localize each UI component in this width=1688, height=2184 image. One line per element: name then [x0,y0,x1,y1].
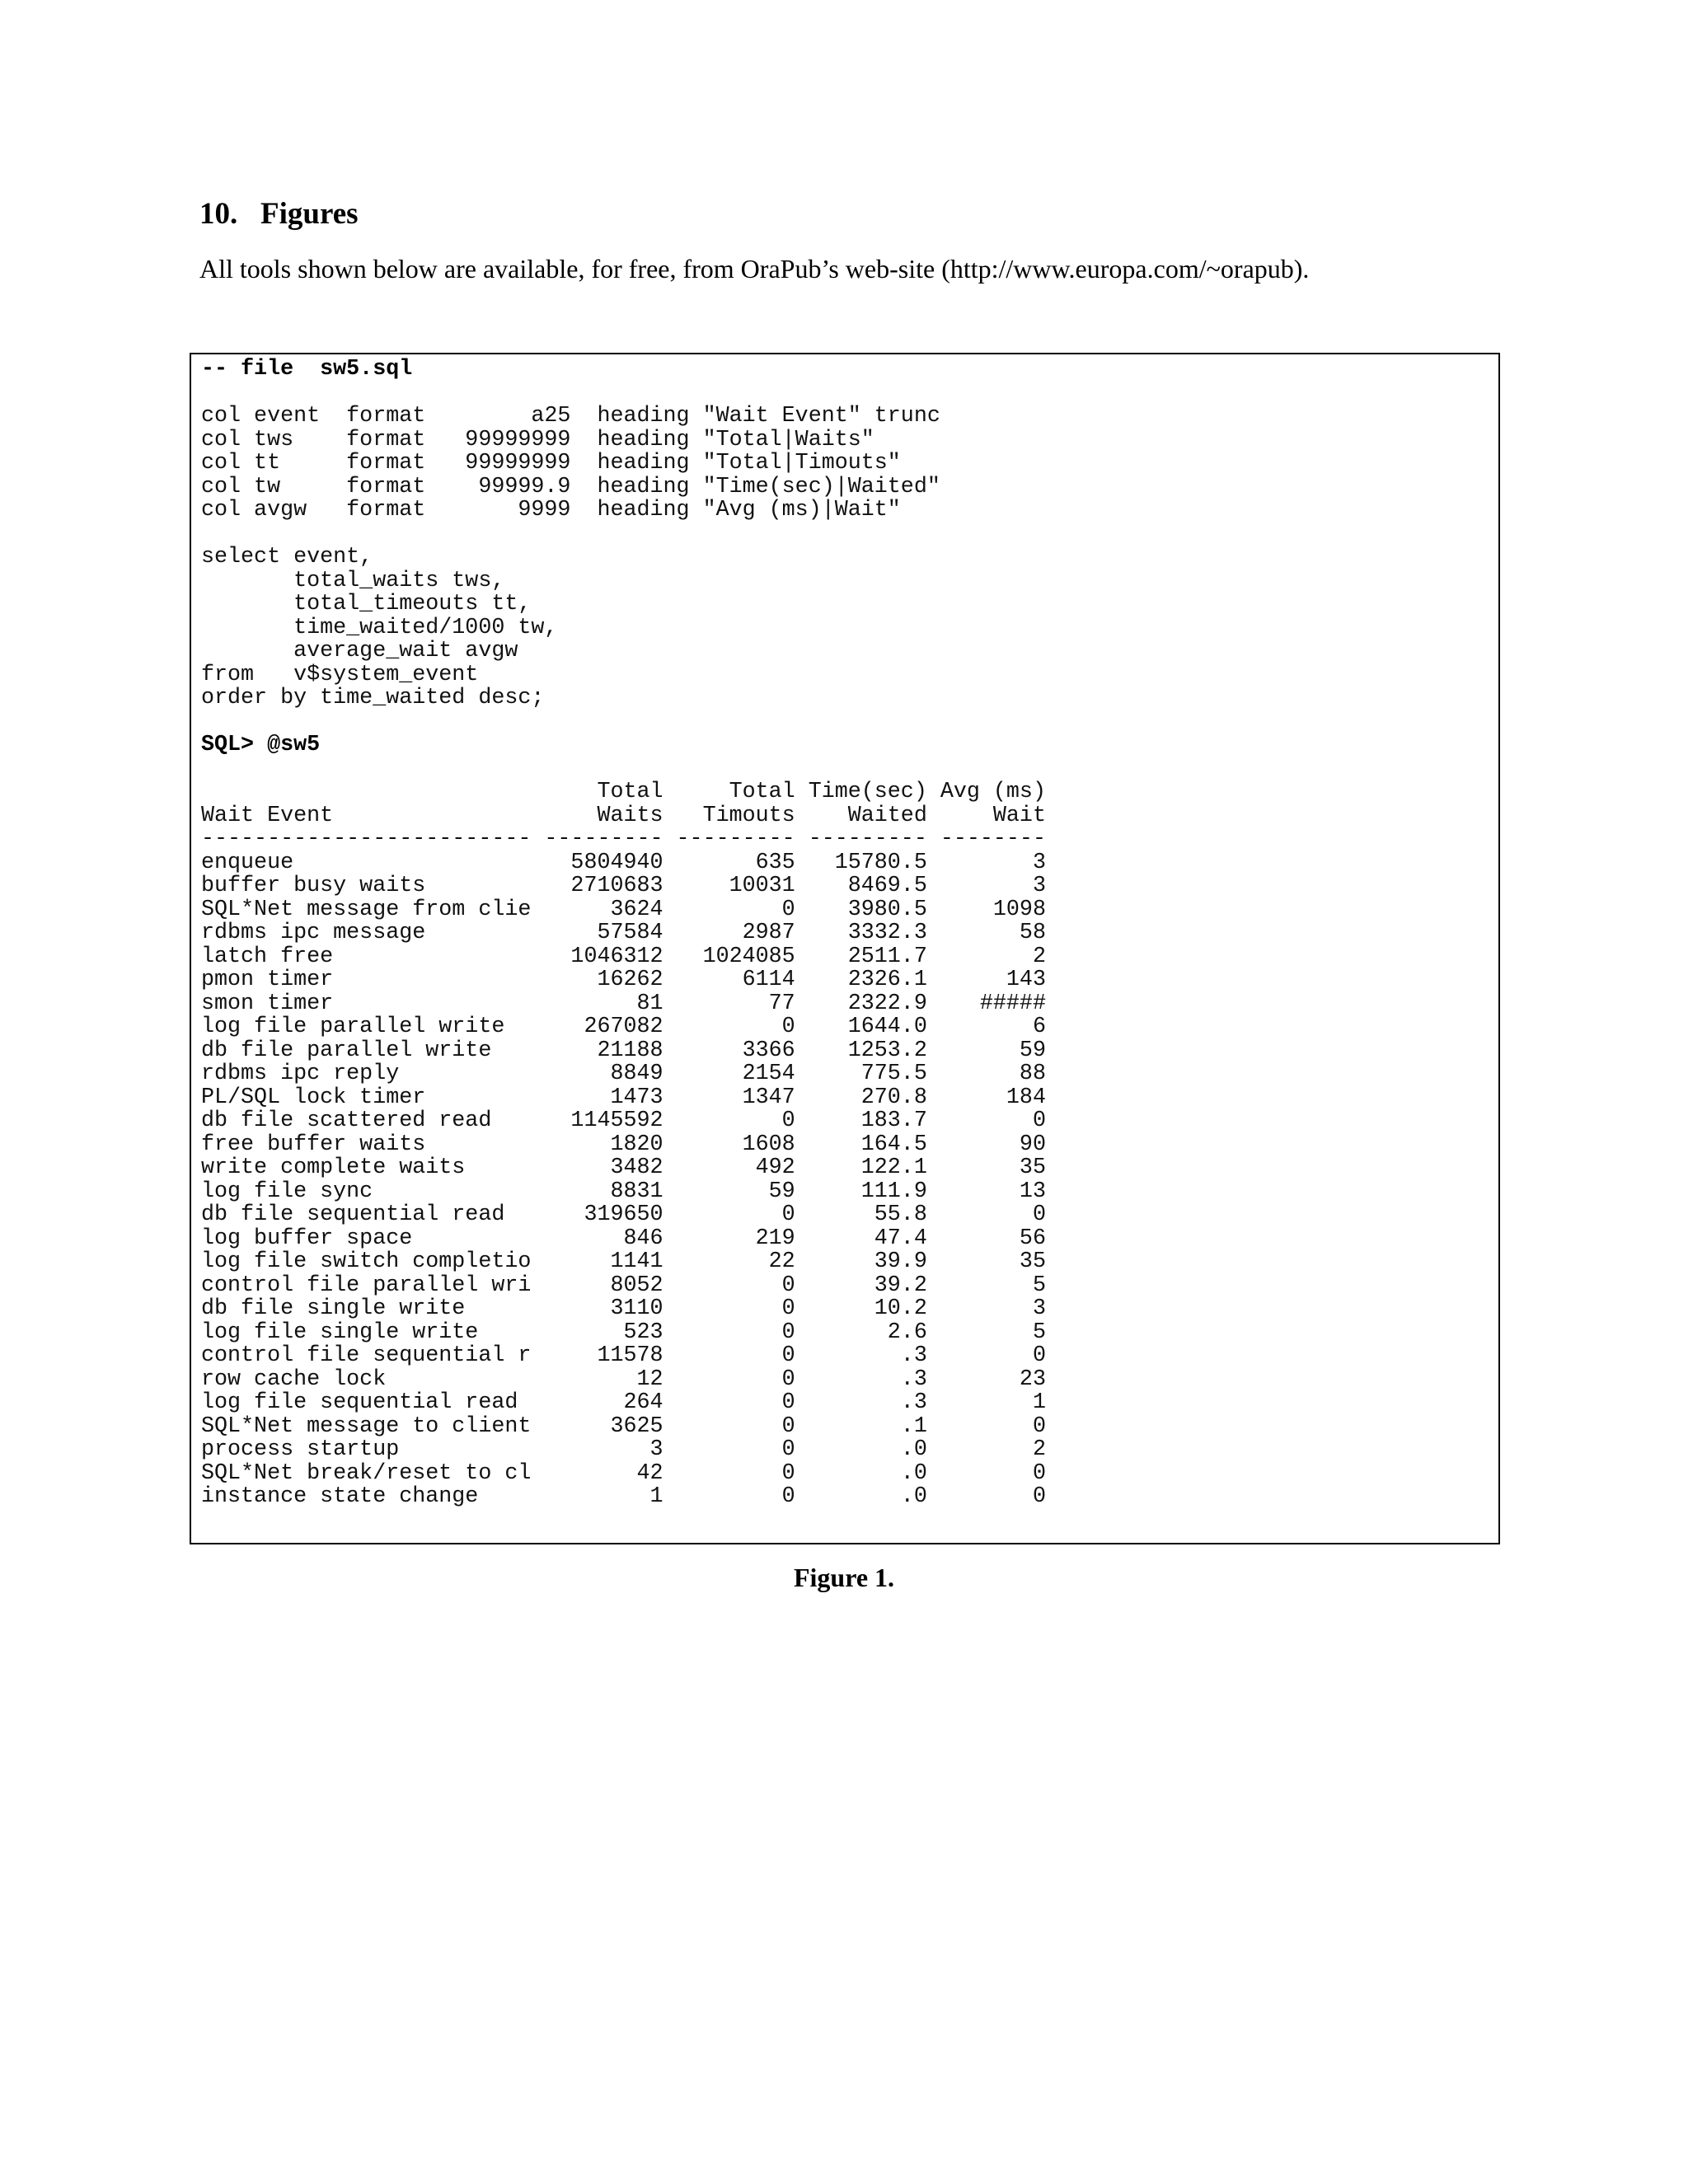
code-line: db file sequential read 319650 0 55.8 0 [201,1202,1046,1227]
code-line: process startup 3 0 .0 2 [201,1437,1046,1462]
section-title: Figures [260,197,359,231]
code-line: control file sequential r 11578 0 .3 0 [201,1343,1046,1368]
code-line: col event format a25 heading "Wait Event" trunc [201,404,940,429]
code-line: log file switch completio 1141 22 39.9 35 [201,1249,1046,1274]
code-line: db file single write 3110 0 10.2 3 [201,1296,1046,1321]
code-line [201,710,1046,734]
code-line: Total Total Time(sec) Avg (ms) [201,780,1046,804]
section-number: 10. [199,197,238,231]
code-line: col tws format 99999999 heading "Total|Waits" [201,427,874,452]
code-line: control file parallel wri 8052 0 39.2 5 [201,1272,1046,1298]
code-line: row cache lock 12 0 .3 23 [201,1366,1046,1392]
code-line: ------------------------- --------- --------- --------- -------- [201,827,1046,851]
section-heading [199,196,359,232]
code-line: col avgw format 9999 heading "Avg (ms)|Wait" [201,498,901,523]
code-line: from v$system_event [201,662,479,687]
code-line: enqueue 5804940 635 15780.5 3 [201,850,1046,875]
code-line: SQL*Net message to client 3625 0 .1 0 [201,1413,1046,1439]
code-line: write complete waits 3482 492 122.1 35 [201,1155,1046,1180]
code-line: pmon timer 16262 6114 2326.1 143 [201,968,1046,992]
code-line: total_timeouts tt, [201,592,532,616]
figure-caption: Figure 1. [793,1563,895,1592]
code-line [201,523,1046,546]
code-line: log file sequential read 264 0 .3 1 [201,1390,1046,1415]
code-line: col tw format 99999.9 heading "Time(sec)|Waited" [201,474,940,499]
code-line: average_wait avgw [201,639,518,663]
code-line: latch free 1046312 1024085 2511.7 2 [201,944,1046,969]
code-line: db file scattered read 1145592 0 183.7 0 [201,1108,1046,1133]
code-line: log file single write 523 0 2.6 5 [201,1319,1046,1345]
code-line: select event, [201,545,373,569]
code-line: free buffer waits 1820 1608 164.5 90 [201,1132,1046,1157]
intro-paragraph: All tools shown below are available, for free, from OraPub’s web-site (http://www.europa.com/~orapub). [199,254,1310,284]
code-line: SQL> @sw5 [201,733,321,757]
code-line: log file sync 8831 59 111.9 13 [201,1179,1046,1204]
code-line [201,757,1046,781]
code-line: instance state change 1 0 .0 0 [201,1484,1046,1509]
code-line: log buffer space 846 219 47.4 56 [201,1226,1046,1251]
code-line: SQL*Net break/reset to cl 42 0 .0 0 [201,1460,1046,1486]
code-listing [201,358,1046,1509]
code-line: smon timer 81 77 2322.9 ##### [201,991,1046,1016]
code-line: time_waited/1000 tw, [201,615,558,640]
code-line: rdbms ipc reply 8849 2154 775.5 88 [201,1062,1046,1086]
code-line: PL/SQL lock timer 1473 1347 270.8 184 [201,1085,1046,1110]
code-line [201,382,1046,405]
code-line: -- file sw5.sql [201,357,413,382]
figure-box [190,353,1500,1544]
code-line: buffer busy waits 2710683 10031 8469.5 3 [201,874,1046,898]
code-line: SQL*Net message from clie 3624 0 3980.5 1098 [201,897,1046,922]
code-line: Wait Event Waits Timouts Waited Wait [201,803,1046,828]
code-line: log file parallel write 267082 0 1644.0 6 [201,1015,1046,1039]
code-line: total_waits tws, [201,568,505,593]
code-line: col tt format 99999999 heading "Total|Timouts" [201,451,901,476]
code-line: rdbms ipc message 57584 2987 3332.3 58 [201,921,1046,945]
code-line: db file parallel write 21188 3366 1253.2 59 [201,1038,1046,1063]
code-line: order by time_waited desc; [201,686,545,710]
